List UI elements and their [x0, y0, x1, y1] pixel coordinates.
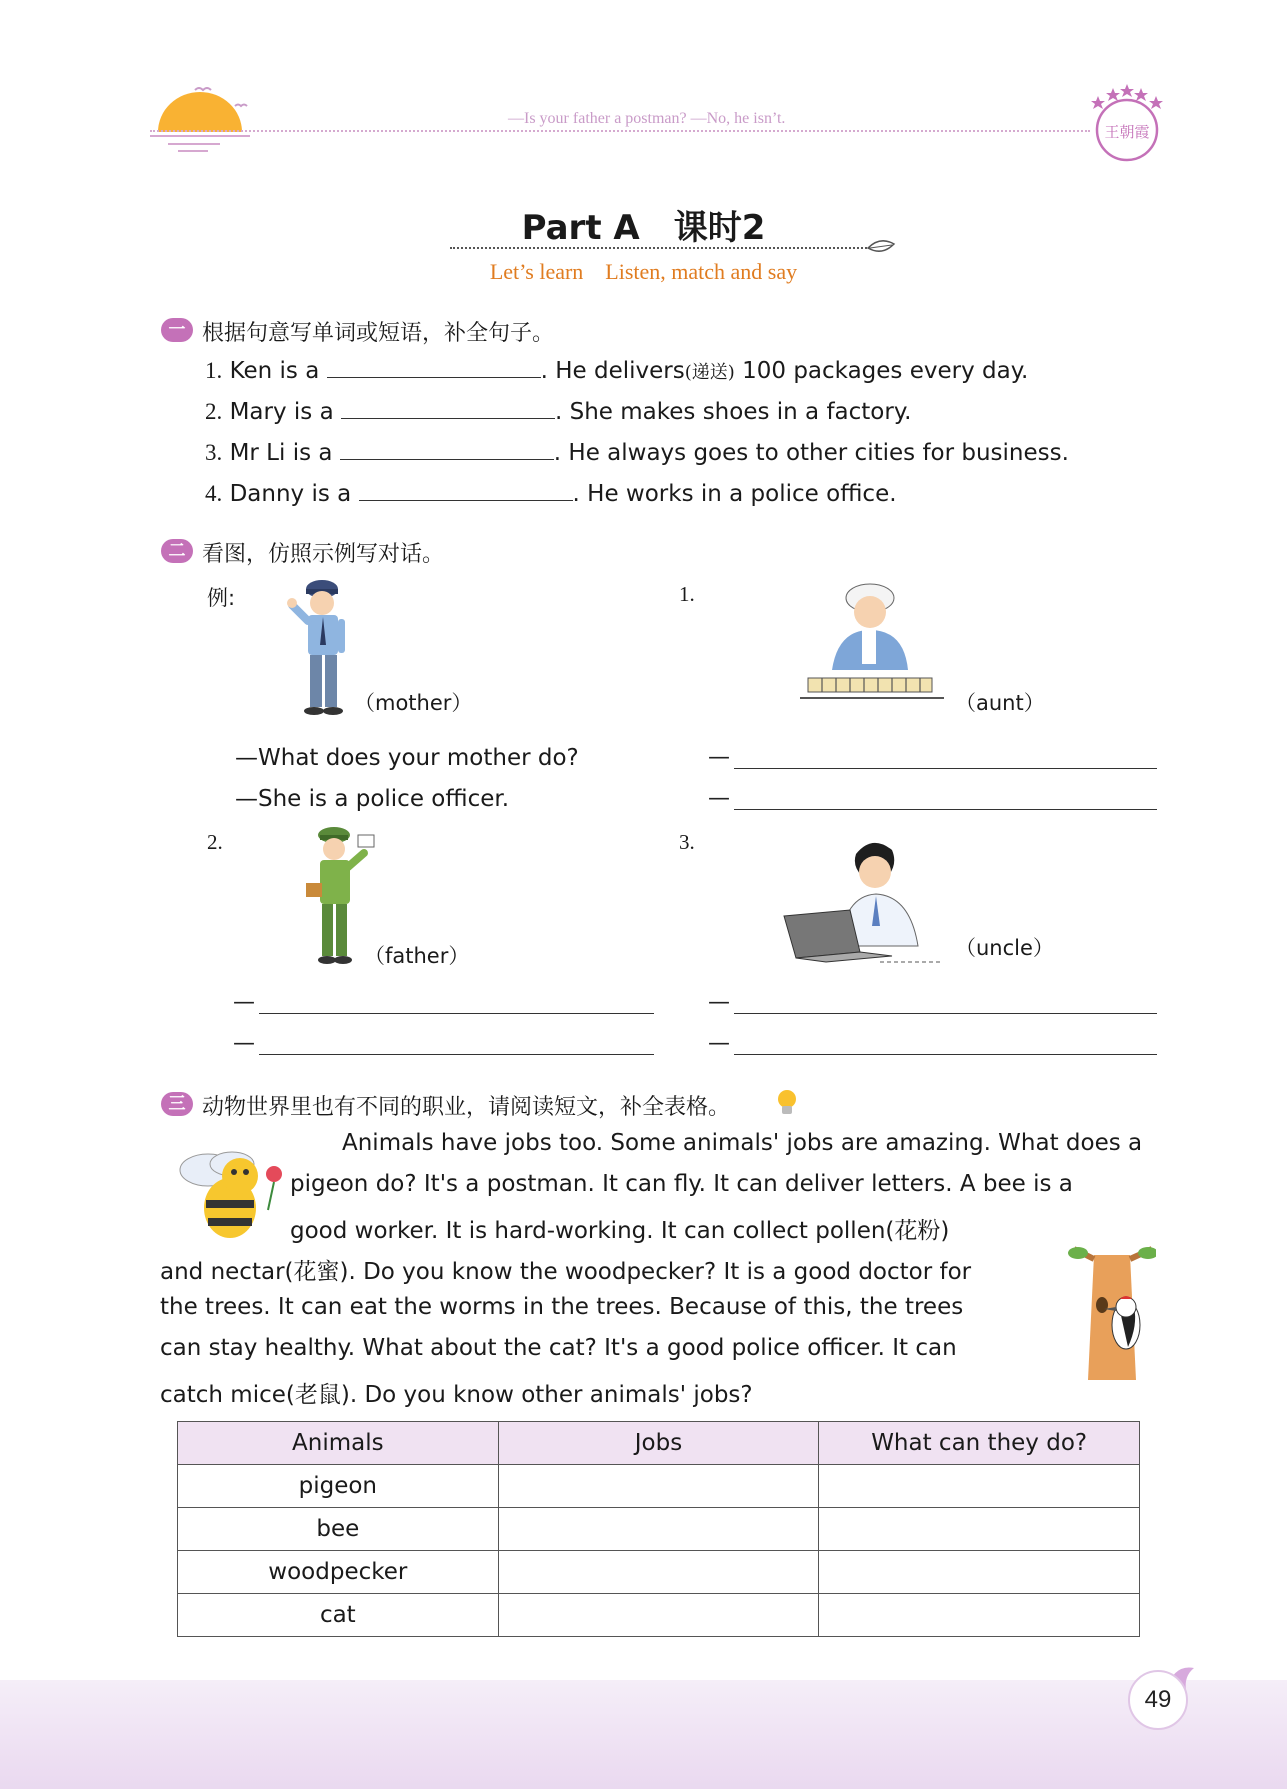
animal-cell: cat [178, 1594, 499, 1637]
dash: — [708, 1031, 730, 1056]
answer-line[interactable] [734, 768, 1157, 769]
answer-line[interactable] [259, 1054, 654, 1055]
leaf-decoration-icon [866, 236, 898, 256]
section3-badge: 三 [161, 1092, 193, 1116]
dash: — [233, 990, 255, 1015]
animal-cell: bee [178, 1508, 499, 1551]
example-question: —What does your mother do? [235, 745, 579, 771]
job-answer-cell[interactable] [498, 1551, 819, 1594]
answer-line[interactable] [734, 1054, 1157, 1055]
table-row [178, 1508, 1140, 1551]
page-subtitle: Let’s learn Listen, match and say [489, 259, 798, 284]
dialogue-item-2-num: 2. [207, 830, 223, 854]
brand-logo-icon [1086, 84, 1168, 166]
svg-text:王朝霞: 王朝霞 [1104, 123, 1150, 141]
passage-line-1: Animals have jobs too. Some animals' jobs are amazing. What does a [342, 1130, 1143, 1156]
factory-worker-illustration [798, 580, 946, 708]
section1-instruction: 根据句意写单词或短语，补全句子。 [202, 321, 555, 346]
page-title: Part A 课时2 [521, 208, 766, 248]
answer-blank[interactable] [359, 480, 573, 501]
passage-line-3: good worker. It is hard-working. It can collect pollen(花粉) [290, 1218, 950, 1244]
example-person-label: （mother） [354, 691, 473, 715]
answer-blank[interactable] [341, 398, 555, 419]
column-header-abilities: What can they do? [819, 1422, 1140, 1465]
animal-cell: pigeon [178, 1465, 499, 1508]
dash: — [708, 786, 730, 811]
sentence-item-3: 3. Mr Li is a . He always goes to other cities for business. [205, 440, 1069, 466]
passage-line-4: and nectar(花蜜). Do you know the woodpecker? It is a good doctor for [160, 1259, 972, 1285]
dash: — [708, 745, 730, 770]
passage-line-6: can stay healthy. What about the cat? It's a good police officer. It can [160, 1335, 957, 1361]
job-answer-cell[interactable] [498, 1465, 819, 1508]
lightbulb-icon [773, 1088, 801, 1118]
bee-illustration [168, 1130, 286, 1246]
column-header-animals: Animals [178, 1422, 499, 1465]
passage-line-2: pigeon do? It's a postman. It can fly. It can deliver letters. A bee is a [290, 1171, 1073, 1197]
header-rule [150, 130, 1090, 132]
section2-instruction: 看图，仿照示例写对话。 [202, 542, 445, 567]
answer-line[interactable] [734, 1013, 1157, 1014]
dialogue-item-3-num: 3. [679, 830, 695, 854]
table-row [178, 1594, 1140, 1637]
table-header-row [178, 1422, 1140, 1465]
header-slogan: —Is your father a postman? —No, he isn’t. [508, 110, 786, 127]
police-officer-illustration [284, 575, 364, 720]
sentence-item-1: 1. Ken is a . He delivers(递送) 100 packages every day. [205, 358, 1029, 384]
answer-blank[interactable] [340, 439, 554, 460]
sunset-decoration-icon [150, 78, 250, 158]
title-rule [450, 247, 870, 249]
animals-jobs-table [177, 1421, 1140, 1637]
passage-line-5: the trees. It can eat the worms in the trees. Because of this, the trees [160, 1294, 964, 1320]
column-header-jobs: Jobs [498, 1422, 819, 1465]
job-answer-cell[interactable] [498, 1594, 819, 1637]
sentence-item-2: 2. Mary is a . She makes shoes in a factory. [205, 399, 912, 425]
dash: — [233, 1031, 255, 1056]
section1-badge: 一 [161, 318, 193, 342]
table-row [178, 1465, 1140, 1508]
animal-cell: woodpecker [178, 1551, 499, 1594]
section3-instruction: 动物世界里也有不同的职业，请阅读短文，补全表格。 [202, 1095, 731, 1120]
dash: — [708, 990, 730, 1015]
example-answer: —She is a police officer. [235, 786, 510, 812]
dialogue-item-1-person: （aunt） [955, 691, 1045, 715]
ability-answer-cell[interactable] [819, 1551, 1140, 1594]
section2-badge: 二 [161, 539, 193, 563]
answer-line[interactable] [734, 809, 1157, 810]
ability-answer-cell[interactable] [819, 1465, 1140, 1508]
ability-answer-cell[interactable] [819, 1594, 1140, 1637]
answer-line[interactable] [259, 1013, 654, 1014]
dialogue-item-2-person: （father） [364, 944, 470, 968]
dialogue-item-1-num: 1. [679, 582, 695, 606]
sentence-item-4: 4. Danny is a . He works in a police office. [205, 481, 897, 507]
page-number: 49 [1128, 1670, 1188, 1730]
woodpecker-illustration [1068, 1245, 1156, 1380]
job-answer-cell[interactable] [498, 1508, 819, 1551]
table-row [178, 1551, 1140, 1594]
dialogue-item-3-person: （uncle） [955, 936, 1054, 960]
example-label: 例: [207, 586, 236, 610]
businessman-illustration [780, 836, 950, 966]
footer-band [0, 1680, 1287, 1789]
answer-blank[interactable] [327, 357, 541, 378]
passage-line-7: catch mice(老鼠). Do you know other animals' jobs? [160, 1382, 753, 1408]
ability-answer-cell[interactable] [819, 1508, 1140, 1551]
